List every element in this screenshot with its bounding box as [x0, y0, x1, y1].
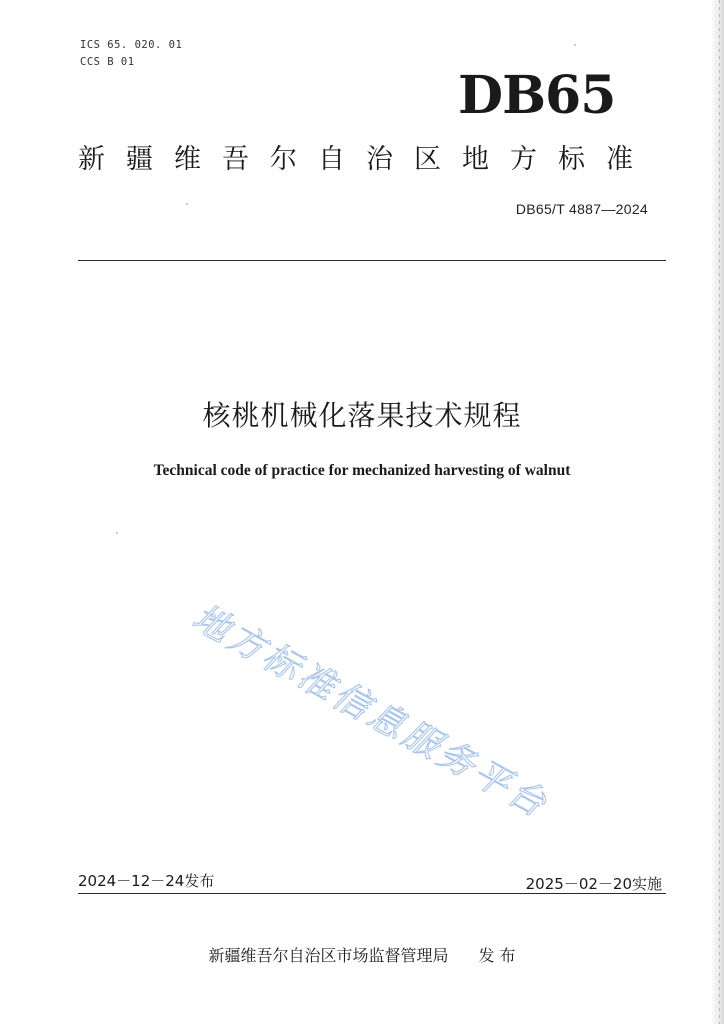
publisher-line: [0, 943, 724, 966]
watermark-text: 地方标准信息服务平台: [185, 597, 556, 827]
title-chinese: 核桃机械化落果技术规程: [202, 399, 522, 432]
title-english: Technical code of practice for mechanized harvesting of walnut: [153, 462, 571, 479]
implementation-date: 2025－02－20实施: [525, 875, 662, 893]
issuing-authority-heading: 新疆维吾尔自治区地方标准: [78, 144, 654, 175]
scan-speck: [116, 532, 118, 534]
release-date: 2024－12－24发布: [78, 872, 215, 890]
scan-speck: [186, 203, 188, 205]
ccs-code: CCS B 01: [80, 56, 135, 68]
publisher-name: 新疆维吾尔自治区市场监督管理局: [208, 946, 449, 965]
classification-codes: [80, 37, 182, 71]
publisher-action: 发 布: [478, 946, 516, 965]
watermark: [170, 585, 610, 845]
standard-number: DB65/T 4887—2024: [515, 201, 648, 217]
db65-logo: DB65: [458, 65, 616, 126]
scan-edge: [710, 0, 724, 1024]
scan-speck: [574, 44, 576, 46]
watermark-graphic: [170, 585, 610, 845]
top-divider: [78, 260, 666, 261]
ics-code: ICS 65. 020. 01: [80, 39, 183, 51]
bottom-divider: [78, 893, 666, 894]
